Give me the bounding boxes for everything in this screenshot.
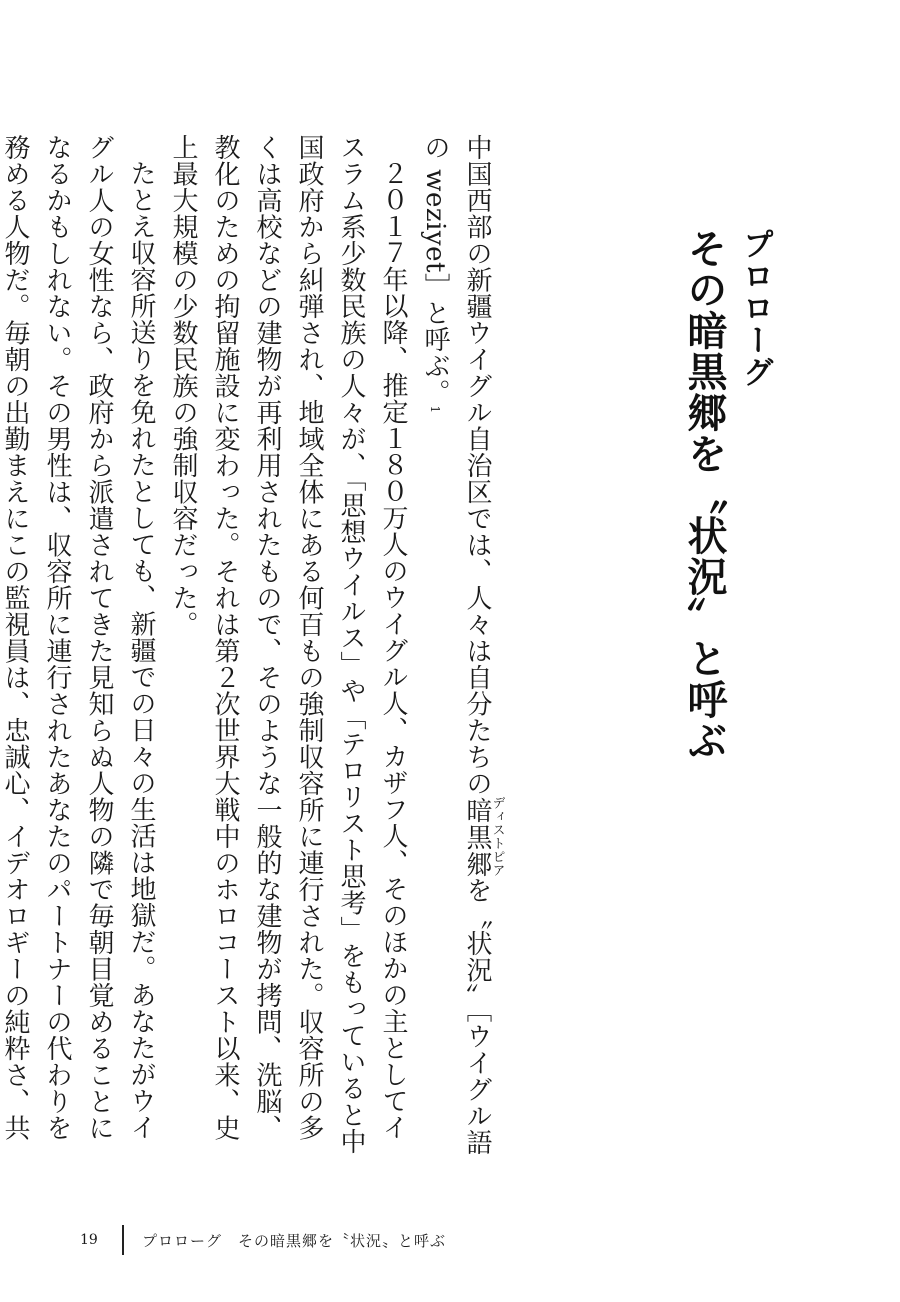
chapter-heading: その暗黒郷を〝状況〟と呼ぶ <box>681 228 727 761</box>
p1-text-after: を〝状況〟［ウイグル語の weziyet］と呼ぶ。 <box>420 134 492 1156</box>
running-head: プロローグ その暗黒郷を〝状況〟と呼ぶ <box>142 1231 447 1250</box>
chapter-label: プロローグ <box>737 228 773 388</box>
ruby-annotation <box>462 796 505 878</box>
paragraph-1 <box>414 134 504 1166</box>
p1-text-before: 中国西部の新疆ウイグル自治区では、人々は自分たちの <box>462 134 492 797</box>
paragraph-2: ２０１７年以降、推定１８０万人のウイグル人、カザフ人、そのほかの主としてイスラム系少数民族の人々が、「思想ウイルス」や「テロリスト思考」をもっていると中国政府から糾弾され、地域全体にある何百もの強制収容所に連行された。収容所の多くは高校などの建物が再利用されたもので、そのような一般的な建物が拷問、洗脳、教化のための拘留施設に変わった。それは第２次世界大戦中のホロコースト以来、史上最大規模の少数民族の強制収容だった。 <box>168 134 408 1155</box>
footnote-ref[interactable]: 1 <box>428 405 442 414</box>
footer-divider <box>122 1225 124 1255</box>
chapter-title <box>676 228 778 761</box>
body-text <box>0 134 505 1166</box>
page-footer <box>80 1222 446 1258</box>
paragraph-3: たとえ収容所送りを免れたとしても、新疆での日々の生活は地獄だ。あなたがウイグル人の女性なら、政府から派遣されてきた見知らぬ人物の隣で毎朝目覚めることになるかもしれない。その男性は、収容所に連行されたあなたのパートナーの代わりを務める人物だ。毎朝の出勤まえにこの監視員は、忠誠心、イデオロギーの純粋さ、共 <box>0 134 156 1141</box>
page-number: 19 <box>80 1232 98 1248</box>
ruby-reading: ディストピア <box>489 796 505 878</box>
ruby-base: 暗黒郷 <box>462 796 492 878</box>
